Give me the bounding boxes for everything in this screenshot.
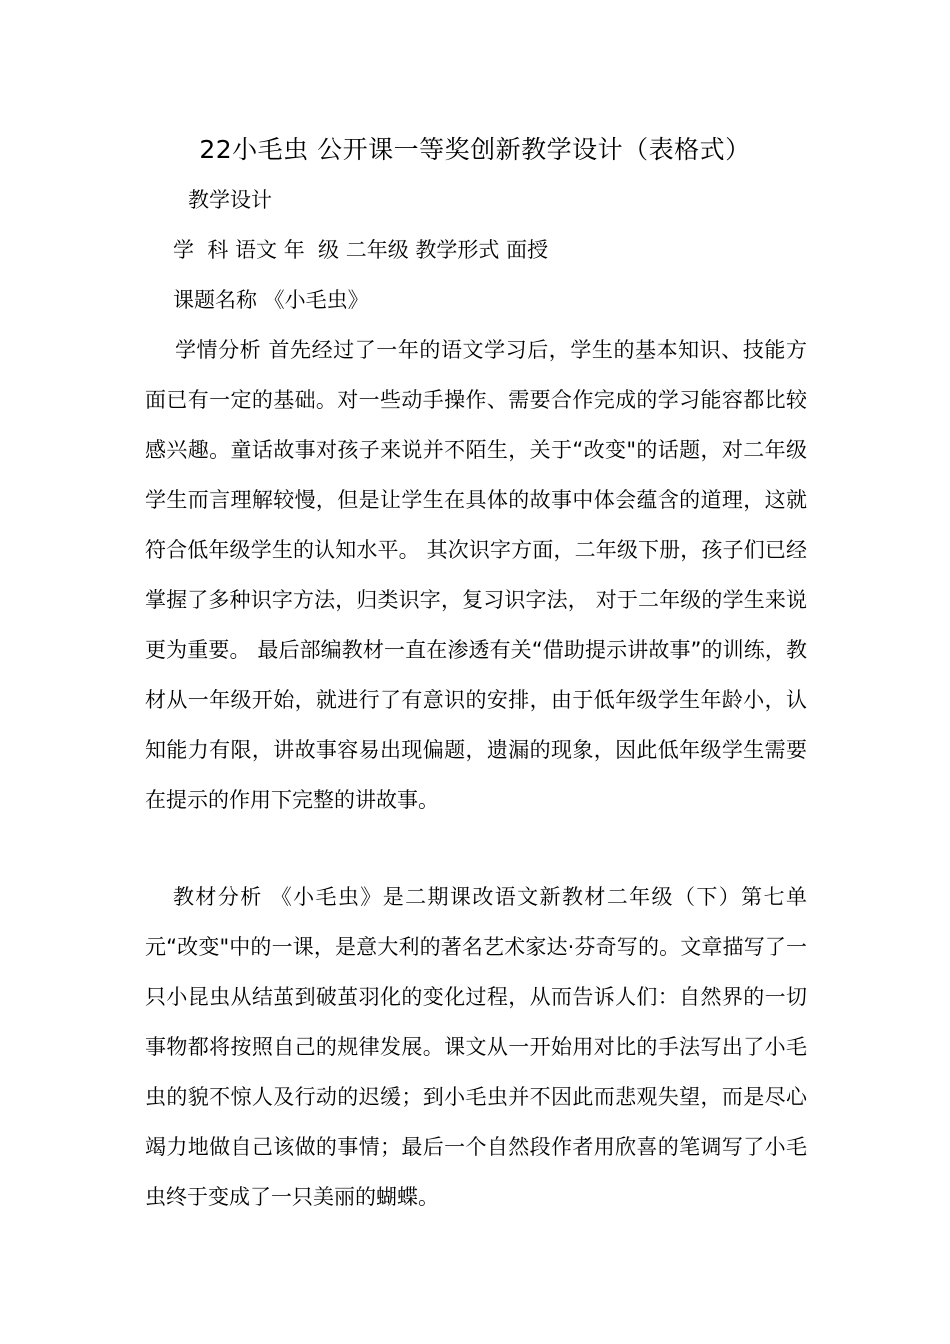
learner-analysis-paragraph: 学情分析 首先经过了一年的语文学习后，学生的基本知识、技能方面已有一定的基础。对一些动手操作、需要合作完成的学习能容都比较感兴趣。童话故事对孩子来说并不陌生，关于“改变"的话题，对二年级学生而言理解较慢，但是让学生在具体的故事中体会蕴含的道理，这就符合低年级学生的认知水平。 其次识字方面，二年级下册，孩子们已经掌握了多种识字方法，归类识字，复习识字法， 对于二年级的学生来说更为重要。 最后部编教材一直在渗透有关“借助提示讲故事”的训练，教材从一年级开始，就进行了有意识的安排，由于低年级学生年龄小，认知能力有限，讲故事容易出现偏题，遗漏的现象，因此低年级学生需要在提示的作用下完整的讲故事。 bbox=[145, 338, 807, 812]
section-heading: 教学设计 bbox=[188, 188, 272, 212]
textbook-analysis-paragraph: 教材分析 《小毛虫》是二期课改语文新教材二年级（下）第七单元“改变"中的一课，是意大利的著名艺术家达·芬奇写的。文章描写了一只小昆虫从结茧到破茧羽化的变化过程，从而告诉人们：自然界的一切事物都将按照自己的规律发展。课文从一开始用对比的手法写出了小毛虫的貌不惊人及行动的迟缓；到小毛虫并不因此而悲观失望，而是尽心竭力地做自己该做的事情；最后一个自然段作者用欣喜的笔调写了小毛虫终于变成了一只美丽的蝴蝶。 bbox=[145, 885, 807, 1209]
course-info-line: 学 科 语文 年 级 二年级 教学形式 面授 bbox=[173, 238, 549, 262]
document-title: 22小毛虫 公开课一等奖创新教学设计（表格式） bbox=[199, 135, 751, 164]
course-name-line: 课题名称 《小毛虫》 bbox=[173, 288, 369, 312]
